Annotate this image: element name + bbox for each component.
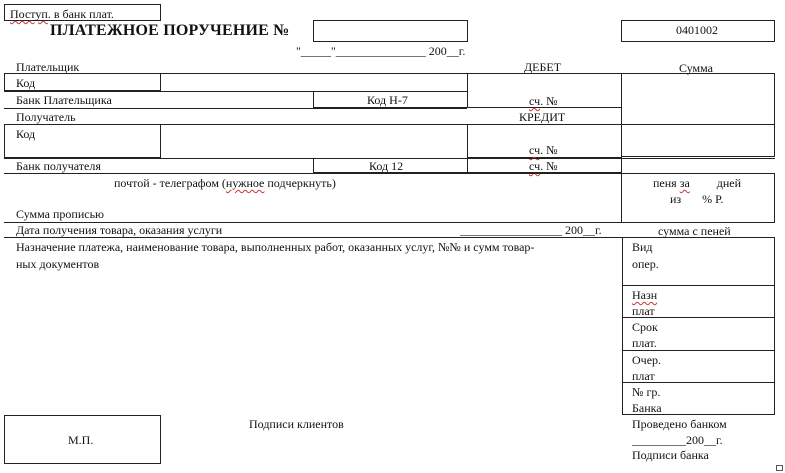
payment-term-label-2: плат.: [632, 336, 657, 350]
recipient-label: Получатель: [16, 110, 76, 124]
penalty-wavy: за: [679, 176, 690, 190]
payment-term-label: Срок: [632, 320, 658, 334]
order-number-field[interactable]: [313, 20, 468, 42]
bank-receipt-text: [10, 8, 114, 21]
date-line: "_____"_______________ 200__г.: [296, 44, 466, 58]
bank-group-label: № гр.: [632, 385, 661, 399]
credit-account-abbr: сч: [529, 143, 541, 157]
recipient-code-label: Код: [16, 127, 36, 141]
sum-label: Сумма: [679, 61, 713, 75]
payment-priority-label: Очер.: [632, 353, 662, 367]
bank-processed-date: _________200__г.: [632, 433, 723, 447]
receipt-date-value: _________________ 200__г.: [460, 223, 602, 237]
bank-processed-label: Проведено банком: [632, 417, 727, 431]
debit-account-rest: . №: [540, 94, 558, 108]
sum-words-label: Сумма прописью: [16, 207, 105, 221]
penalty-line-1: [653, 177, 741, 190]
credit-label: КРЕДИТ: [519, 110, 566, 124]
send-method-wavy: нужное: [225, 176, 265, 190]
bank-signatures-label: Подписи банка: [632, 448, 709, 462]
payment-priority-label-2: плат: [632, 369, 655, 383]
payer-label: Плательщик: [16, 60, 80, 74]
bank-receipt-rest: . в банк плат.: [47, 7, 114, 21]
purpose-line-1: Назначение платежа, наименование товара, выполненных работ, оказанных услуг, №№ и сумм товар-: [16, 240, 535, 254]
payment-purpose-code-label: Назн: [632, 288, 658, 302]
resize-handle-icon[interactable]: [776, 465, 783, 471]
send-method-after: подчеркнуть): [264, 176, 336, 190]
seal-label: М.П.: [68, 433, 94, 447]
recipient-bank-account-rest: . №: [540, 159, 558, 173]
payer-code-label: Код: [16, 76, 36, 90]
penalty-post: дней: [689, 176, 742, 190]
recipient-bank-label: Банк получателя: [16, 159, 101, 173]
send-method: [114, 177, 336, 190]
penalty-line-2: из % Р.: [670, 192, 724, 206]
payer-bank-label: Банк Плательщика: [16, 93, 112, 107]
sum-box-divider: [621, 124, 775, 125]
send-method-before: почтой - телеграфом (: [114, 176, 226, 190]
recipient-bank-code: Код 12: [369, 159, 404, 173]
form-code: 0401002: [676, 23, 718, 37]
side-divider-3: [622, 350, 775, 351]
debit-label: ДЕБЕТ: [524, 60, 562, 74]
recipient-bank-account-abbr: сч: [529, 159, 541, 173]
bank-group-label-2: Банка: [632, 401, 662, 415]
bank-receipt-prefix: Поступ: [10, 7, 48, 21]
recipient-bank-account-label: [529, 160, 558, 173]
side-divider-1: [622, 285, 775, 286]
debit-account-abbr: сч: [529, 94, 541, 108]
debit-account-label: [529, 95, 558, 108]
recipient-bank-bottom-line: [4, 173, 622, 174]
sum-box[interactable]: [621, 73, 775, 157]
credit-account-rest: . №: [540, 143, 558, 157]
client-signatures-label: Подписи клиентов: [249, 417, 344, 431]
operation-type-label: Вид: [632, 240, 653, 254]
operation-type-label-2: опер.: [632, 257, 659, 271]
payment-purpose-code-label-2: плат: [632, 304, 655, 318]
payer-bank-bottom-line: [4, 108, 467, 109]
sum-with-penalty-label: сумма с пеней: [658, 224, 731, 238]
penalty-pre: пеня: [653, 176, 680, 190]
receipt-date-label: Дата получения товара, оказания услуги: [16, 223, 223, 237]
purpose-line-2: ных документов: [16, 257, 100, 271]
page-title: ПЛАТЕЖНОЕ ПОРУЧЕНИЕ №: [50, 22, 290, 39]
payer-bank-code: Код Н-7: [367, 93, 408, 107]
credit-account-label: [529, 144, 558, 157]
